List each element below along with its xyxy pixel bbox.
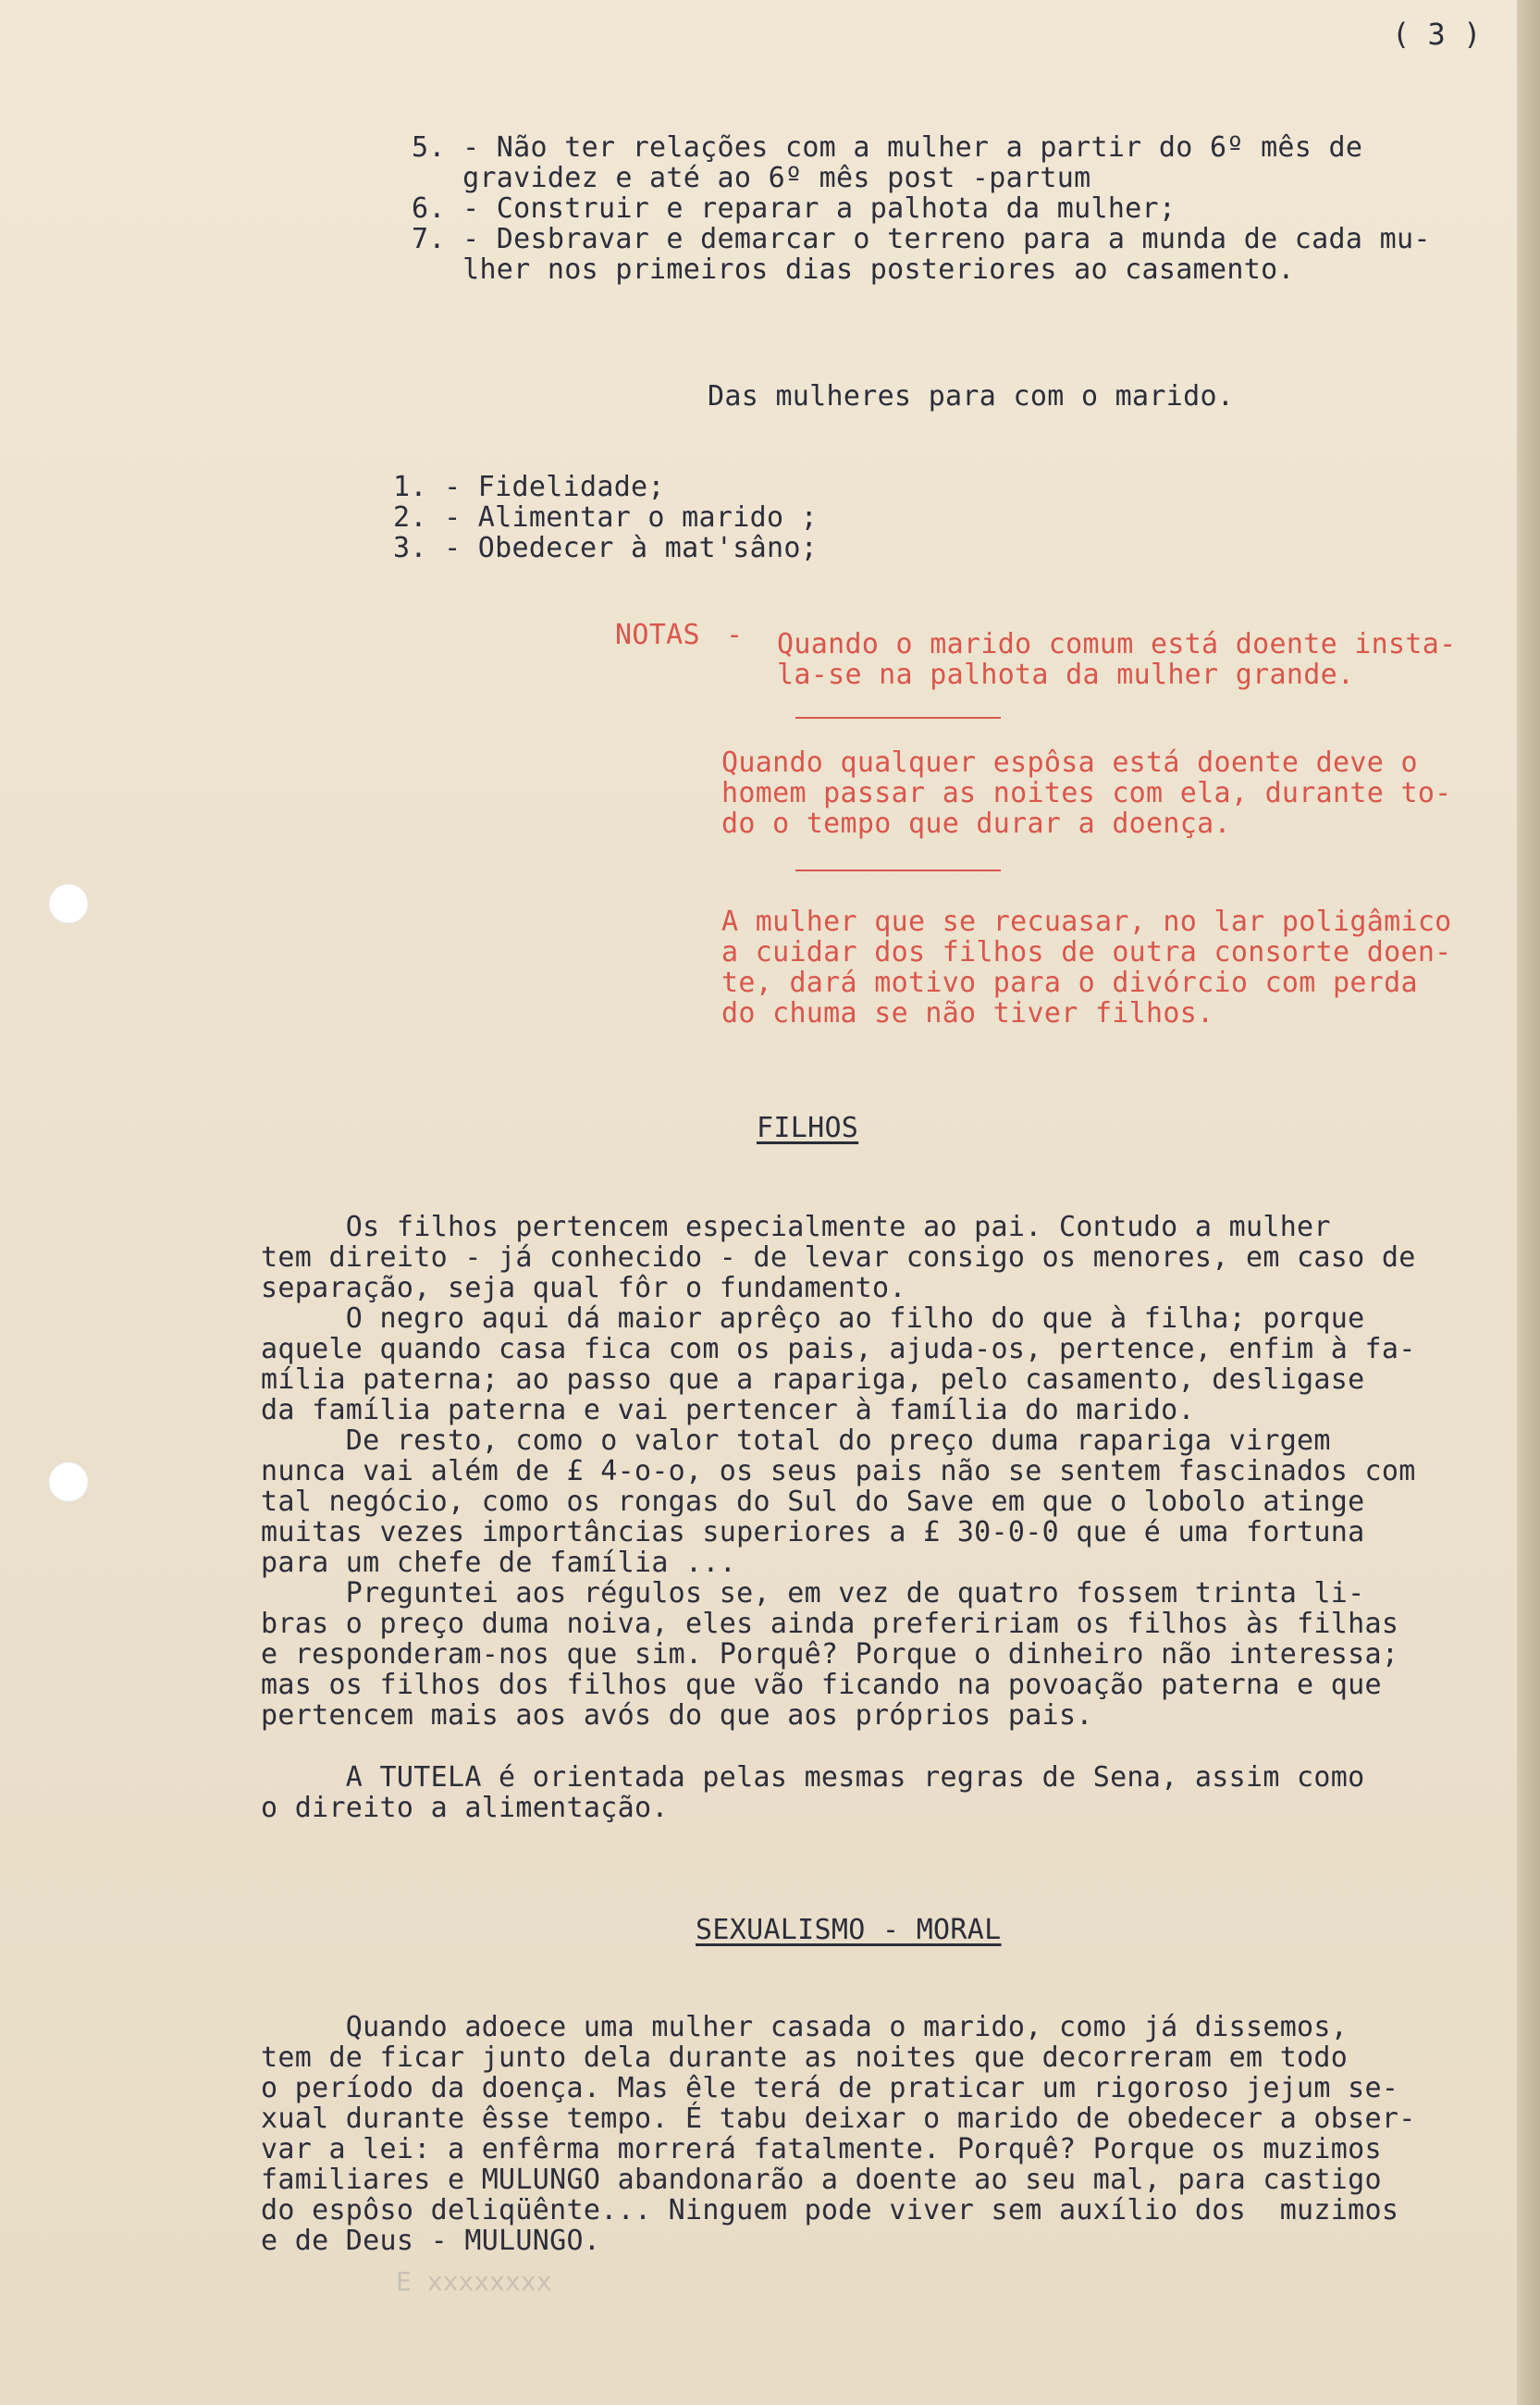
page-edge <box>1517 0 1540 2405</box>
moral-line: tem de ficar junto dela durante as noites que decorreram em todo <box>261 2041 1349 2074</box>
moral-line: var a lei: a enfêrma morrerá fatalmente. Porquê? Porque os muzimos <box>261 2133 1382 2165</box>
note-2-line-2: homem passar as noites com ela, durante to- <box>721 777 1452 809</box>
filhos-line: separação, seja qual fôr o fundamento. <box>261 1272 906 1304</box>
notes-label: NOTAS <box>615 619 700 651</box>
notes-dash: - <box>726 619 744 651</box>
moral-line: Quando adoece uma mulher casada o marido, como já dissemos, <box>261 2011 1349 2043</box>
wives-item-2: 2. - Alimentar o marido ; <box>393 501 819 534</box>
filhos-line: nunca vai além de £ 4-o-o, os seus pais não se sentem fascinados com <box>261 1455 1416 1487</box>
notes-divider-1 <box>795 717 1001 719</box>
filhos-line: da família paterna e vai pertencer à família do marido. <box>261 1394 1195 1426</box>
note-2-line-1: Quando qualquer espôsa está doente deve o <box>721 746 1418 779</box>
filhos-line: e responderam-nos que sim. Porquê? Porque o dinheiro não interessa; <box>261 1638 1399 1671</box>
moral-heading: SEXUALISMO - MORAL <box>696 1914 1002 1946</box>
wives-heading: Das mulheres para com o marido. <box>708 380 1235 413</box>
note-3-line-1: A mulher que se recuasar, no lar poligâmico <box>721 906 1452 938</box>
filhos-line: De resto, como o valor total do preço duma rapariga virgem <box>261 1424 1331 1457</box>
duty-item-5-cont: gravidez e até ao 6º mês post -partum <box>412 162 1091 194</box>
note-3-line-4: do chuma se não tiver filhos. <box>721 997 1214 1030</box>
filhos-line: aquele quando casa fica com os pais, ajuda-os, pertence, enfim à fa- <box>261 1333 1416 1365</box>
filhos-line: muitas vezes importâncias superiores a £ 30-0-0 que é uma fortuna <box>261 1516 1365 1548</box>
wives-item-3: 3. - Obedecer à mat'sâno; <box>393 532 819 564</box>
filhos-line: mas os filhos dos filhos que vão ficando na povoação paterna e que <box>261 1669 1382 1701</box>
duty-item-7: 7. - Desbravar e demarcar o terreno para a munda de cada mu- <box>412 223 1431 255</box>
note-3-line-2: a cuidar dos filhos de outra consorte doen- <box>721 936 1452 968</box>
filhos-line: Preguntei aos régulos se, em vez de quatro fossem trinta li- <box>261 1577 1365 1610</box>
note-1-line-2: la-se na palhota da mulher grande. <box>777 659 1355 691</box>
filhos-line: O negro aqui dá maior aprêço ao filho do que à filha; porque <box>261 1302 1365 1335</box>
moral-line: familiares e MULUNGO abandonarão a doente ao seu mal, para castigo <box>261 2164 1382 2196</box>
wives-item-1: 1. - Fidelidade; <box>393 471 665 503</box>
filhos-line: bras o preço duma noiva, eles ainda prefeririam os filhos às filhas <box>261 1608 1399 1640</box>
filhos-line: tem direito - já conhecido - de levar consigo os menores, em caso de <box>261 1241 1416 1274</box>
tutela-line: A TUTELA é orientada pelas mesmas regras de Sena, assim como <box>261 1761 1365 1794</box>
duty-item-5: 5. - Não ter relações com a mulher a partir do 6º mês de <box>412 131 1363 164</box>
moral-line: xual durante êsse tempo. É tabu deixar o marido de obedecer a obser- <box>261 2103 1416 2135</box>
duty-item-7-cont: lher nos primeiros dias posteriores ao casamento. <box>412 253 1295 286</box>
page-number: ( 3 ) <box>1392 17 1482 52</box>
duty-item-6: 6. - Construir e reparar a palhota da mulher; <box>412 192 1177 225</box>
filhos-line: tal negócio, como os rongas do Sul do Save em que o lobolo atinge <box>261 1486 1365 1518</box>
filhos-line: para um chefe de família ... <box>261 1547 737 1579</box>
punch-hole-bottom <box>48 1462 89 1502</box>
note-2-line-3: do o tempo que durar a doença. <box>721 808 1231 840</box>
filhos-line: Os filhos pertencem especialmente ao pai. Contudo a mulher <box>261 1211 1331 1243</box>
filhos-heading: FILHOS <box>757 1112 859 1144</box>
filhos-line: mília paterna; ao passo que a rapariga, pelo casamento, desligase <box>261 1363 1365 1396</box>
notes-divider-2 <box>795 870 1001 871</box>
faded-footer-text: E xxxxxxxx <box>396 2266 552 2297</box>
filhos-line: pertencem mais aos avós do que aos próprios pais. <box>261 1699 1093 1732</box>
punch-hole-top <box>48 883 89 924</box>
note-3-line-3: te, dará motivo para o divórcio com perda <box>721 967 1418 999</box>
note-1-line-1: Quando o marido comum está doente insta- <box>777 628 1457 660</box>
tutela-line: o direito a alimentação. <box>261 1792 669 1824</box>
moral-line: o período da doença. Mas êle terá de praticar um rigoroso jejum se- <box>261 2072 1399 2104</box>
moral-line: e de Deus - MULUNGO. <box>261 2225 601 2257</box>
moral-line: do espôso deliqüênte... Ninguem pode viver sem auxílio dos muzimos <box>261 2194 1399 2226</box>
